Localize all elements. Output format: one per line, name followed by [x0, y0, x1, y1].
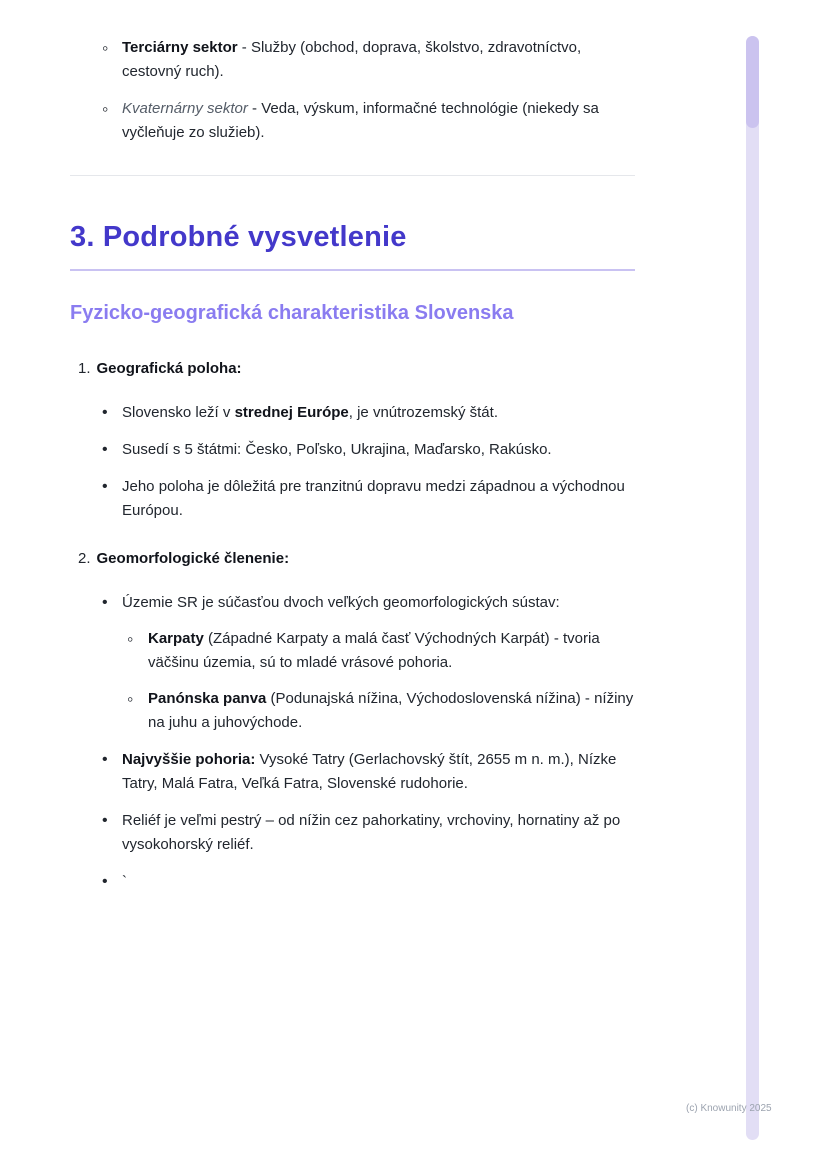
- list-item: [70, 809, 635, 857]
- topic-number: 2.: [78, 549, 91, 567]
- topic-item: [70, 357, 635, 523]
- topic-bullet-list: [70, 591, 635, 894]
- scrollbar-track[interactable]: [746, 36, 759, 1140]
- text-segment: , je vnútrozemský štát.: [348, 403, 498, 421]
- heading-underline: [70, 269, 635, 271]
- topic-label: Geomorfologické členenie:: [96, 549, 290, 567]
- text-segment: Vysoké Tatry (Gerlachovský štít, 2655 m n. m.), Nízke Tatry, Malá Fatra, Veľká Fatra, Slovenské rudohorie.: [122, 750, 617, 792]
- topic-heading: [70, 547, 635, 571]
- text-segment: Najvyššie pohoria:: [122, 750, 256, 768]
- list-item: [70, 97, 635, 145]
- topic-item: [70, 547, 635, 894]
- section-heading: 3. Podrobné vysvetlenie: [70, 221, 407, 253]
- text-segment: strednej Európe: [234, 403, 349, 421]
- text-segment: Územie SR je súčasťou dvoch veľkých geomorfologických sústav:: [122, 593, 560, 611]
- intro-bullet-list: [70, 36, 635, 145]
- topic-number: 1.: [78, 359, 91, 377]
- section-divider: [70, 175, 635, 176]
- text-segment: Slovensko leží v: [122, 403, 235, 421]
- text-segment: Terciárny sektor: [122, 39, 238, 56]
- scrollbar-thumb[interactable]: [746, 36, 759, 128]
- list-item: [122, 627, 635, 675]
- topic-heading: [70, 357, 635, 381]
- text-segment: (Západné Karpaty a malá časť Východných Karpát) - tvoria väčšinu územia, sú to mladé vrásové pohoria.: [148, 629, 600, 671]
- subsection-heading: Fyzicko-geografická charakteristika Slovenska: [70, 301, 514, 324]
- text-segment: `: [122, 872, 127, 890]
- list-item: [70, 438, 635, 462]
- text-segment: Karpaty: [148, 629, 204, 647]
- list-item: [70, 475, 635, 523]
- text-segment: Panónska panva: [148, 689, 267, 707]
- text-segment: Jeho poloha je dôležitá pre tranzitnú dopravu medzi západnou a východnou Európou.: [122, 477, 625, 519]
- numbered-list: [70, 357, 635, 894]
- document-content: [70, 36, 635, 918]
- copyright-footer: (c) Knowunity 2025: [686, 1103, 772, 1114]
- list-item: [70, 591, 635, 735]
- list-item: [70, 870, 635, 894]
- topic-label: Geografická poloha:: [96, 359, 242, 377]
- text-segment: (Podunajská nížina, Východoslovenská nížina) - nížiny na juhu a juhovýchode.: [148, 689, 634, 731]
- text-segment: Kvaternárny sektor: [122, 100, 248, 117]
- list-item: [122, 687, 635, 735]
- topic-bullet-list: [70, 401, 635, 523]
- text-segment: - Veda, výskum, informačné technológie (niekedy sa vyčleňuje zo služieb).: [122, 100, 599, 141]
- text-segment: Reliéf je veľmi pestrý – od nížin cez pahorkatiny, vrchoviny, hornatiny až po vysokohorský reliéf.: [122, 811, 621, 853]
- text-segment: Susedí s 5 štátmi: Česko, Poľsko, Ukrajina, Maďarsko, Rakúsko.: [122, 440, 552, 458]
- list-item: [70, 36, 635, 84]
- list-item: [70, 401, 635, 425]
- sub-bullet-list: [122, 627, 635, 735]
- text-segment: - Služby (obchod, doprava, školstvo, zdravotníctvo, cestovný ruch).: [122, 39, 582, 80]
- list-item: [70, 748, 635, 796]
